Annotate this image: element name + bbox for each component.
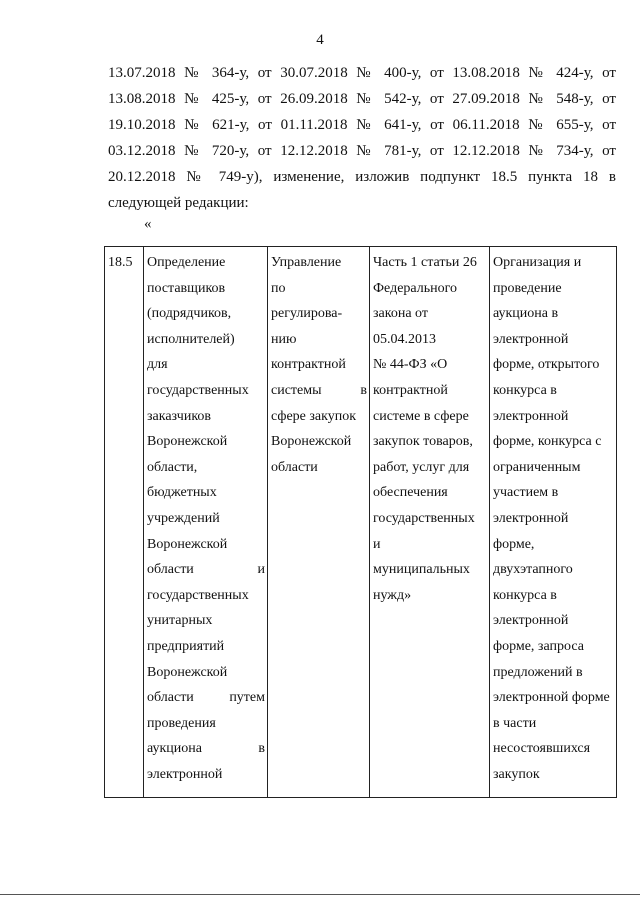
cell-line: Организация и [493, 255, 582, 270]
cell-line: двухэтапного [493, 562, 573, 578]
cell-line: закупок товаров, [373, 434, 473, 450]
cell-line: Воронежской [147, 434, 228, 450]
cell-line: проведения [147, 715, 216, 731]
intro-line: 20.12.2018 № 749-у), изменение, изложив подпункт 18.5 пункта 18 в [108, 169, 616, 185]
cell-line: форме, [493, 536, 535, 552]
cell-line: унитарных [147, 613, 213, 629]
opening-quote: « [144, 216, 152, 232]
cell-line: обеспечения [373, 485, 448, 501]
cell-line: и [373, 536, 381, 552]
cell-line: электронной [493, 613, 569, 629]
cell-line: Часть 1 статьи 26 [373, 255, 477, 270]
cell-line: контрактной [271, 357, 346, 373]
cell-line: закона от [373, 306, 428, 322]
cell-line: 05.04.2013 [373, 331, 436, 347]
cell-line: Воронежской [271, 434, 352, 450]
intro-line: 19.10.2018 № 621-у, от 01.11.2018 № 641-у, от 06.11.2018 № 655-у, от [108, 117, 616, 133]
intro-line: следующей редакции: [108, 195, 249, 211]
legal-basis-cell [370, 247, 490, 798]
cell-line: форме, конкурса с [493, 434, 602, 450]
cell-line: Федерального [373, 280, 458, 296]
cell-line: в части [493, 715, 537, 731]
cell-line: заказчиков [147, 408, 212, 424]
intro-line: 13.08.2018 № 425-у, от 26.09.2018 № 542-у, от 27.09.2018 № 548-у, от [108, 91, 616, 107]
cell-line: участием в [493, 485, 559, 501]
cell-line: области путем [147, 690, 265, 706]
cell-line: форме, запроса [493, 638, 584, 654]
cell-line: области, [147, 459, 198, 475]
cell-line: для [147, 357, 168, 373]
cell-line: бюджетных [147, 485, 217, 501]
cell-line: сфере закупок [271, 408, 357, 424]
cell-line: муниципальных [373, 562, 470, 578]
cell-line: предложений в [493, 664, 583, 680]
cell-line: нию [271, 331, 297, 347]
cell-line: исполнителей) [147, 331, 235, 347]
cell-line: Определение [147, 255, 226, 270]
cell-line: контрактной [373, 382, 448, 398]
intro-line: 03.12.2018 № 720-у, от 12.12.2018 № 781-у, от 12.12.2018 № 734-у, от [108, 143, 616, 159]
cell-line: области и [147, 562, 265, 578]
cell-line: государственных [373, 510, 475, 526]
cell-line: конкурса в [493, 587, 557, 603]
cell-line: № 44-ФЗ «О [373, 357, 448, 373]
functions-cell [490, 247, 617, 798]
cell-line: электронной [493, 408, 569, 424]
cell-line: электронной [493, 331, 569, 347]
item-number: 18.5 [108, 255, 133, 270]
cell-line: несостоявшихся [493, 741, 591, 757]
cell-line: работ, услуг для [373, 459, 470, 475]
cell-line: учреждений [147, 510, 220, 526]
page-number: 4 [316, 32, 324, 48]
cell-line: по [271, 280, 286, 296]
cell-line: области [271, 459, 318, 475]
cell-line: конкурса в [493, 382, 557, 398]
cell-line: системы в [271, 382, 367, 398]
intro-line: 13.07.2018 № 364-у, от 30.07.2018 № 400-у, от 13.08.2018 № 424-у, от [108, 65, 616, 81]
cell-line: государственных [147, 382, 249, 398]
cell-line: электронной [147, 766, 223, 782]
cell-line: проведение [493, 280, 562, 296]
cell-line: закупок [493, 766, 540, 782]
page-bottom-divider [0, 894, 640, 895]
description-cell [144, 247, 268, 798]
cell-line: ограниченным [493, 459, 581, 475]
cell-line: Воронежской [147, 536, 228, 552]
regulation-table [104, 246, 617, 798]
cell-line: электронной [493, 510, 569, 526]
table-row [105, 247, 617, 798]
cell-line: государственных [147, 587, 249, 603]
item-number-cell [105, 247, 144, 798]
cell-line: нужд» [373, 587, 412, 603]
authority-cell [268, 247, 370, 798]
cell-line: электронной форме [493, 690, 610, 706]
cell-line: аукциона в [147, 741, 265, 757]
cell-line: (подрядчиков, [147, 306, 232, 322]
cell-line: предприятий [147, 638, 225, 654]
cell-line: аукциона в [493, 306, 559, 322]
cell-line: системе в сфере [373, 408, 469, 424]
intro-paragraph [108, 60, 616, 216]
cell-line: Управление [271, 255, 342, 270]
cell-line: форме, открытого [493, 357, 600, 373]
cell-line: регулирова- [271, 306, 343, 322]
cell-line: Воронежской [147, 664, 228, 680]
cell-line: поставщиков [147, 280, 226, 296]
